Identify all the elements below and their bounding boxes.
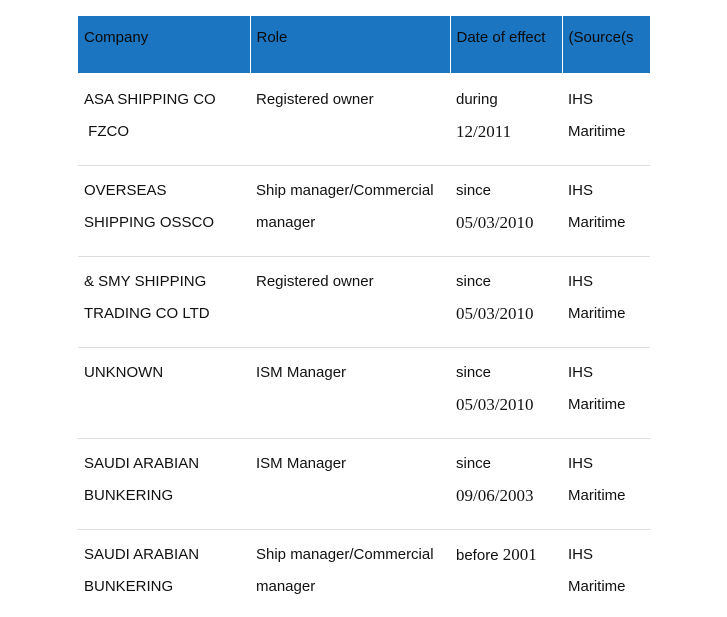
source-line: IHS: [568, 181, 594, 199]
date-qualifier: since: [456, 181, 492, 199]
source-line: Maritime: [568, 304, 626, 322]
source-cell: [562, 438, 650, 529]
company-cell: [78, 347, 250, 438]
company-cell: [78, 438, 250, 529]
role-cell: [250, 529, 450, 605]
role-cell: [250, 438, 450, 529]
company-cell: [78, 74, 250, 165]
date-qualifier: during: [456, 91, 498, 108]
source-line: IHS: [568, 272, 594, 290]
role-cell: [250, 74, 450, 165]
date-value: 12/2011: [456, 122, 512, 141]
role-line: manager: [256, 577, 316, 595]
table-row: [78, 438, 650, 529]
ownership-table: [78, 16, 650, 605]
company-line: BUNKERING: [84, 486, 174, 504]
company-line: ASA SHIPPING CO: [84, 91, 216, 108]
date-qualifier: since: [456, 363, 492, 381]
source-line: IHS: [568, 91, 594, 108]
header-company: Company: [78, 16, 250, 74]
role-line: Registered owner: [256, 272, 374, 290]
role-line: Registered owner: [256, 91, 374, 108]
role-line: manager: [256, 213, 316, 231]
role-cell: [250, 165, 450, 256]
source-line: IHS: [568, 545, 594, 563]
company-cell: [78, 256, 250, 347]
header-role: Role: [250, 16, 450, 74]
company-line: FZCO: [84, 123, 129, 140]
source-cell: [562, 74, 650, 165]
company-line: SAUDI ARABIAN: [84, 545, 200, 563]
table-row: [78, 74, 650, 165]
role-line: Ship manager/Commercial: [256, 181, 434, 199]
source-line: Maritime: [568, 123, 626, 140]
company-line: UNKNOWN: [84, 363, 164, 381]
date-qualifier: before: [456, 546, 499, 564]
date-value: 05/03/2010: [456, 303, 534, 323]
date-value: 09/06/2003: [456, 485, 534, 505]
date-qualifier: since: [456, 272, 492, 290]
source-line: Maritime: [568, 395, 626, 413]
source-line: Maritime: [568, 486, 626, 504]
ownership-table-container: [78, 16, 650, 605]
company-line: & SMY SHIPPING: [84, 272, 207, 290]
source-line: IHS: [568, 363, 594, 381]
date-cell: [450, 529, 562, 605]
company-line: SAUDI ARABIAN: [84, 454, 200, 472]
company-line: TRADING CO LTD: [84, 304, 210, 322]
company-cell: [78, 165, 250, 256]
source-cell: [562, 256, 650, 347]
role-line: Ship manager/Commercial: [256, 545, 434, 563]
company-line: BUNKERING: [84, 577, 174, 595]
source-cell: [562, 529, 650, 605]
date-qualifier: since: [456, 454, 492, 472]
role-cell: [250, 347, 450, 438]
date-cell: [450, 74, 562, 165]
source-line: Maritime: [568, 213, 626, 231]
role-cell: [250, 256, 450, 347]
table-row: [78, 529, 650, 605]
table-row: [78, 347, 650, 438]
date-cell: [450, 256, 562, 347]
header-date-of-effect: Date of effect: [450, 16, 562, 74]
date-cell: [450, 438, 562, 529]
source-cell: [562, 347, 650, 438]
date-cell: [450, 347, 562, 438]
table-row: [78, 165, 650, 256]
table-row: [78, 256, 650, 347]
company-line: SHIPPING OSSCO: [84, 213, 215, 231]
role-line: ISM Manager: [256, 363, 347, 381]
date-cell: [450, 165, 562, 256]
date-value: 05/03/2010: [456, 394, 534, 414]
source-line: IHS: [568, 454, 594, 472]
header-source: (Source(s: [562, 16, 650, 74]
role-line: ISM Manager: [256, 454, 347, 472]
company-cell: [78, 529, 250, 605]
company-line: OVERSEAS: [84, 181, 167, 199]
table-header-row: [78, 16, 650, 74]
date-value: 2001: [502, 544, 537, 564]
source-cell: [562, 165, 650, 256]
source-line: Maritime: [568, 577, 626, 595]
date-value: 05/03/2010: [456, 212, 534, 232]
